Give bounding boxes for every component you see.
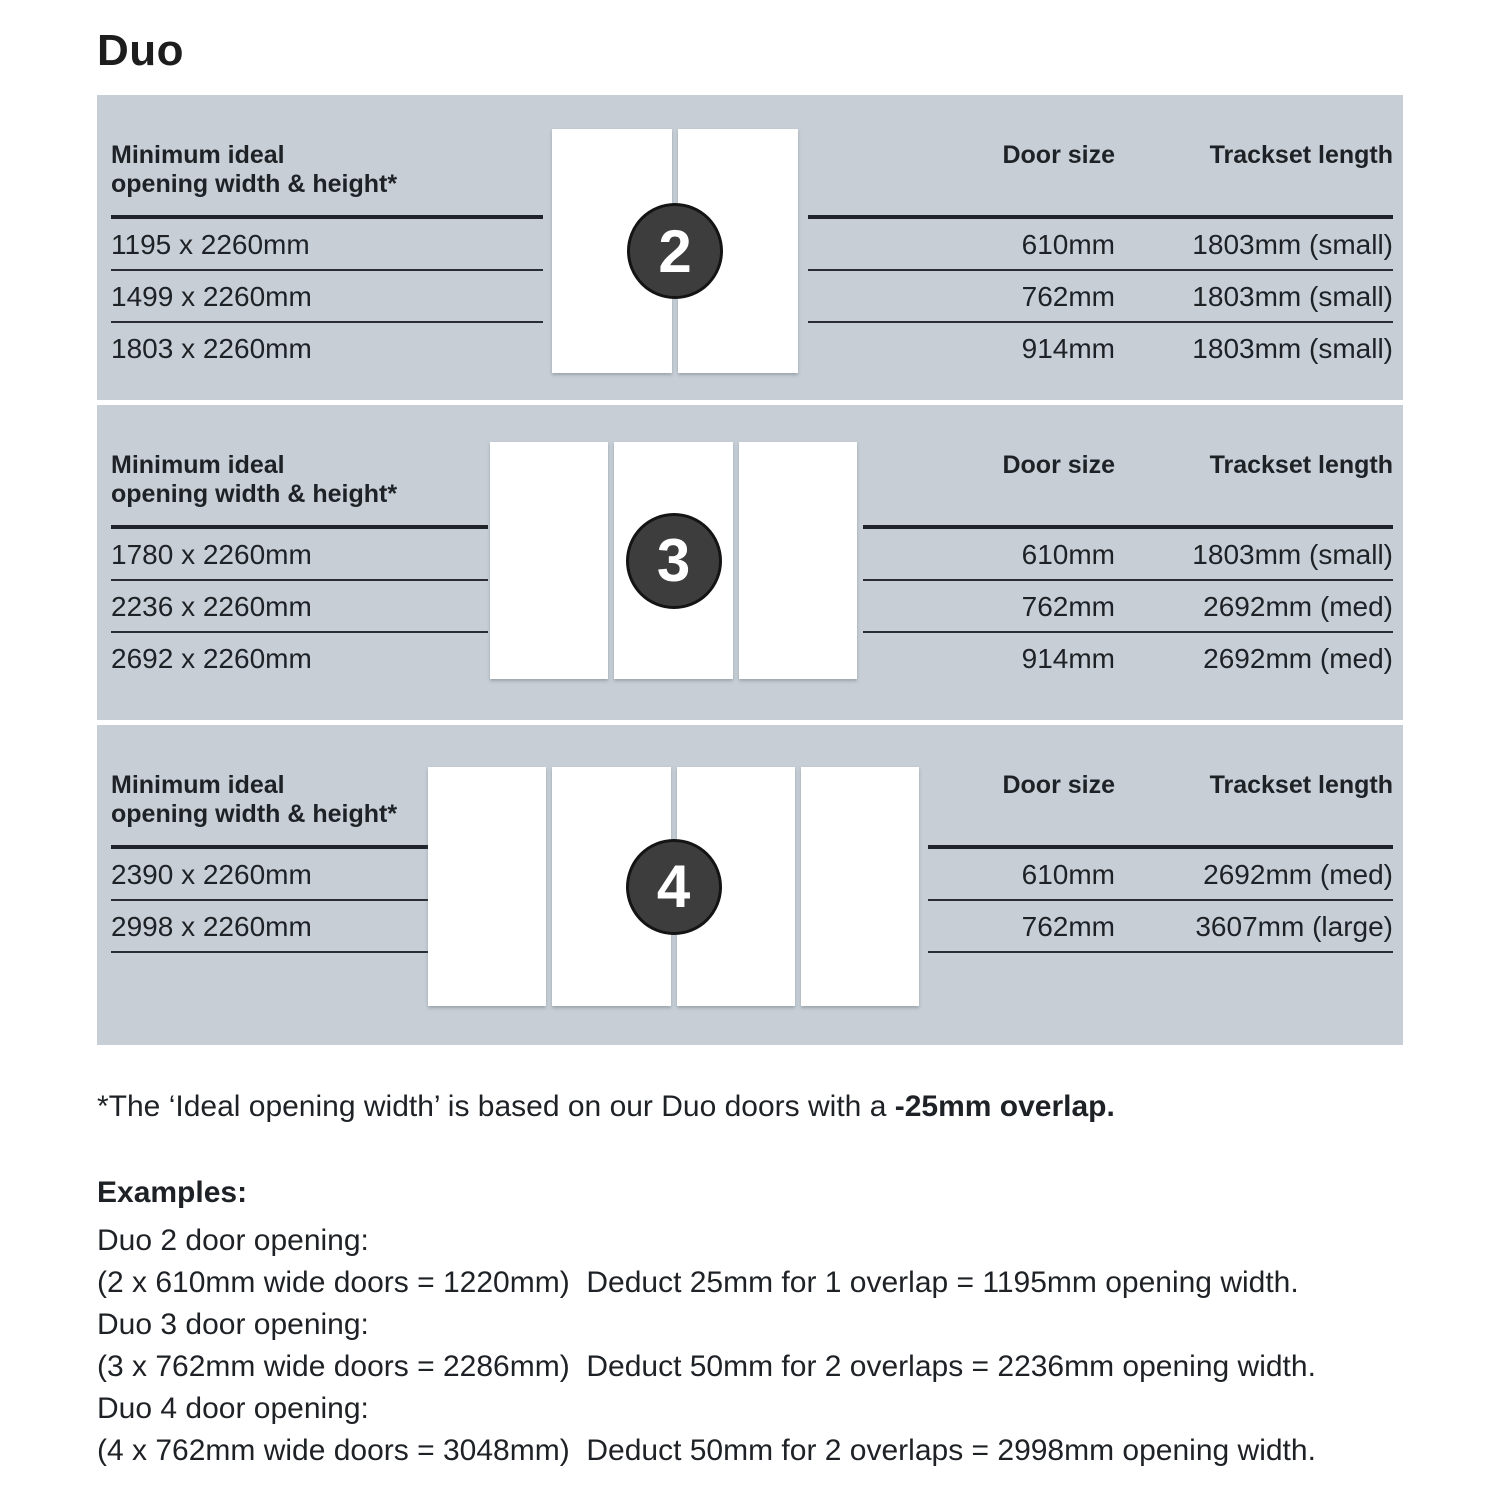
opening-column-header [111, 141, 543, 199]
trackset-length-header: Trackset length [1209, 451, 1393, 479]
door-size-value: 762mm [1021, 591, 1115, 622]
size-row [863, 581, 1393, 633]
spec-panel [97, 95, 1403, 1045]
size-row [928, 901, 1393, 953]
size-column-headers [863, 451, 1393, 480]
opening-header-line2: opening width & height* [111, 480, 398, 508]
examples-heading: Examples: [97, 1176, 248, 1209]
section-4-door [97, 725, 1403, 1043]
examples-block [97, 1172, 1316, 1472]
opening-row: 2998 x 2260mm [111, 901, 429, 953]
door-size-value: 914mm [1021, 643, 1115, 674]
opening-row: 2236 x 2260mm [111, 581, 488, 633]
trackset-length-header: Trackset length [1209, 141, 1393, 169]
example-label: Duo 4 door opening: [97, 1392, 369, 1425]
opening-header-line1: Minimum ideal [111, 141, 285, 169]
door-count: 2 [658, 217, 692, 285]
door-size-header: Door size [1002, 141, 1115, 169]
door-count: 4 [656, 853, 691, 920]
opening-column-header [111, 451, 488, 509]
example-detail: (2 x 610mm wide doors = 1220mm) Deduct 25mm for 1 overlap = 1195mm opening width. [97, 1266, 1299, 1299]
page-title: Duo [97, 26, 185, 75]
size-column-headers [808, 141, 1393, 170]
size-row [863, 633, 1393, 685]
example-label: Duo 2 door opening: [97, 1224, 369, 1257]
size-row [808, 219, 1393, 271]
footnote-text: *The ‘Ideal opening width’ is based on our Duo doors with a [97, 1090, 895, 1123]
size-row [808, 271, 1393, 323]
size-columns-4-door [928, 771, 1393, 953]
opening-row: 2692 x 2260mm [111, 643, 312, 674]
opening-header-line1: Minimum ideal [111, 451, 285, 479]
trackset-length-value: 2692mm (med) [1203, 859, 1393, 890]
door-count-badge [626, 513, 722, 609]
door-panel [801, 767, 919, 1006]
door-size-header: Door size [1002, 771, 1115, 799]
opening-row: 1499 x 2260mm [111, 271, 543, 323]
door-size-value: 610mm [1021, 859, 1115, 890]
door-panel [490, 442, 608, 679]
opening-column-3-door [111, 451, 488, 685]
size-row [928, 849, 1393, 901]
size-columns-2-door [808, 141, 1393, 375]
section-2-door [97, 95, 1403, 400]
opening-row: 1780 x 2260mm [111, 529, 488, 581]
door-size-value: 914mm [1021, 333, 1115, 364]
size-columns-3-door [863, 451, 1393, 685]
opening-row: 1195 x 2260mm [111, 219, 543, 271]
example-label: Duo 3 door opening: [97, 1308, 369, 1341]
opening-header-line2: opening width & height* [111, 800, 398, 828]
door-panel [739, 442, 857, 679]
footnote [97, 1090, 1115, 1124]
door-diagram-3 [490, 442, 857, 679]
opening-row: 1803 x 2260mm [111, 333, 312, 364]
door-diagram-4 [428, 767, 919, 1006]
door-count: 3 [656, 527, 691, 594]
opening-row: 2390 x 2260mm [111, 849, 429, 901]
trackset-length-value: 2692mm (med) [1203, 591, 1393, 622]
size-row [863, 529, 1393, 581]
trackset-length-value: 1803mm (small) [1192, 539, 1393, 570]
section-3-door [97, 405, 1403, 720]
opening-header-line1: Minimum ideal [111, 771, 285, 799]
trackset-length-header: Trackset length [1209, 771, 1393, 799]
door-diagram-2 [552, 129, 798, 373]
trackset-length-value: 1803mm (small) [1192, 281, 1393, 312]
door-count-badge [626, 839, 722, 935]
opening-header-line2: opening width & height* [111, 170, 398, 198]
trackset-length-value: 1803mm (small) [1192, 333, 1393, 364]
trackset-length-value: 1803mm (small) [1192, 229, 1393, 260]
door-count-badge [627, 203, 723, 299]
example-detail: (4 x 762mm wide doors = 3048mm) Deduct 50mm for 2 overlaps = 2998mm opening width. [97, 1434, 1316, 1467]
door-size-value: 762mm [1021, 281, 1115, 312]
door-size-header: Door size [1002, 451, 1115, 479]
trackset-length-value: 2692mm (med) [1203, 643, 1393, 674]
size-row [808, 323, 1393, 375]
door-size-value: 610mm [1021, 229, 1115, 260]
example-detail: (3 x 762mm wide doors = 2286mm) Deduct 50mm for 2 overlaps = 2236mm opening width. [97, 1350, 1316, 1383]
opening-column-header [111, 771, 429, 829]
door-panel [428, 767, 546, 1006]
door-size-value: 610mm [1021, 539, 1115, 570]
footnote-bold-text: -25mm overlap. [894, 1090, 1115, 1123]
opening-column-2-door [111, 141, 543, 375]
trackset-length-value: 3607mm (large) [1195, 911, 1393, 942]
opening-column-4-door [111, 771, 429, 953]
size-column-headers [928, 771, 1393, 800]
door-size-value: 762mm [1021, 911, 1115, 942]
